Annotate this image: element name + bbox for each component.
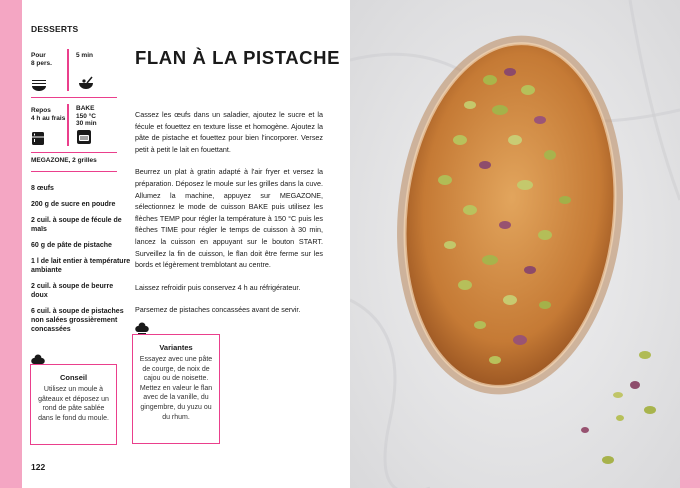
servings-label: Pour 8 pers. [31, 52, 52, 67]
ingredient-item: 2 cuil. à soupe de beurre doux [31, 283, 114, 299]
prep-time-label: 5 min [76, 52, 93, 59]
meta-divider [67, 49, 69, 91]
mixing-bowl-icon [78, 76, 94, 92]
flan-illustration [350, 0, 680, 488]
recipe-steps [135, 109, 323, 327]
appliance-label: MEGAZONE, 2 grilles [31, 157, 97, 164]
fridge-icon [31, 131, 45, 146]
ingredient-item: 60 g de pâte de pistache [31, 242, 112, 249]
ingredient-item: 2 cuil. à soupe de fécule de maïs [31, 217, 122, 233]
ingredient-item: 8 œufs [31, 185, 54, 192]
rest-label: Repos 4 h au frais [31, 107, 66, 122]
ingredient-item: 200 g de sucre en poudre [31, 201, 116, 208]
recipe-step: Laissez refroidir puis conservez 4 h au réfrigérateur. [135, 282, 301, 292]
meta-separator [31, 97, 117, 98]
air-fryer-icon [76, 129, 92, 145]
recipe-page [22, 0, 350, 488]
ingredients-list [31, 184, 131, 341]
conseil-title: Conseil [59, 373, 88, 382]
recipe-step: Beurrez un plat à gratin adapté à l'air fryer et versez la préparation. Déposez le moule sur les grilles dans la cuve. Allumez la machine, appuyez sur MEGAZONE, sélectionnez le mode de cuisson BAKE puis utilisez les flèches TEMP pour régler la température à 150 °C puis les flèches TIME pour régler le temps de cuisson à 30 min, lancez la cuisson en appuyant sur le bouton START. Surveillez la fin de cuisson, le flan doit être ferme sur les bords et légèrement tremblotant au centre. [135, 167, 323, 270]
recipe-title: FLAN À LA PISTACHE [135, 47, 341, 68]
page-number: 122 [31, 462, 46, 472]
left-border [0, 0, 22, 488]
right-border [680, 0, 700, 488]
meta-divider [67, 104, 69, 146]
bake-label: BAKE 150 °C 30 min [76, 105, 97, 127]
meta-separator [31, 171, 117, 172]
conseil-text: Utilisez un moule à gâteaux et déposez un rond de pâte sablée dans le fond du moule. [38, 386, 109, 422]
variantes-title: Variantes [159, 343, 193, 352]
variantes-box [132, 334, 220, 444]
meta-separator [31, 152, 117, 153]
recipe-step: Cassez les œufs dans un saladier, ajoutez le sucre et la fécule et fouettez en texture lisse et homogène. Ajoutez la pâte de pistache et fouettez pour bien l'incorporer. Versez petit à petit le lait en fouettant. [135, 110, 323, 154]
ingredient-item: 1 l de lait entier à température ambiante [31, 258, 131, 274]
section-title: DESSERTS [31, 24, 79, 34]
variantes-text: Essayez avec une pâte de courge, de noix de cajou ou de noisette. Mettez en valeur le flan avec de la vanille, du gingembre, du yuzu ou du rhum. [139, 356, 213, 421]
ingredient-item: 6 cuil. à soupe de pistaches non salées grossièrement concassées [31, 308, 124, 333]
servings-bowl-icon [31, 78, 47, 92]
conseil-box [30, 364, 117, 445]
flan-photo [350, 0, 680, 488]
recipe-step: Parsemez de pistaches concassées avant de servir. [135, 305, 301, 315]
